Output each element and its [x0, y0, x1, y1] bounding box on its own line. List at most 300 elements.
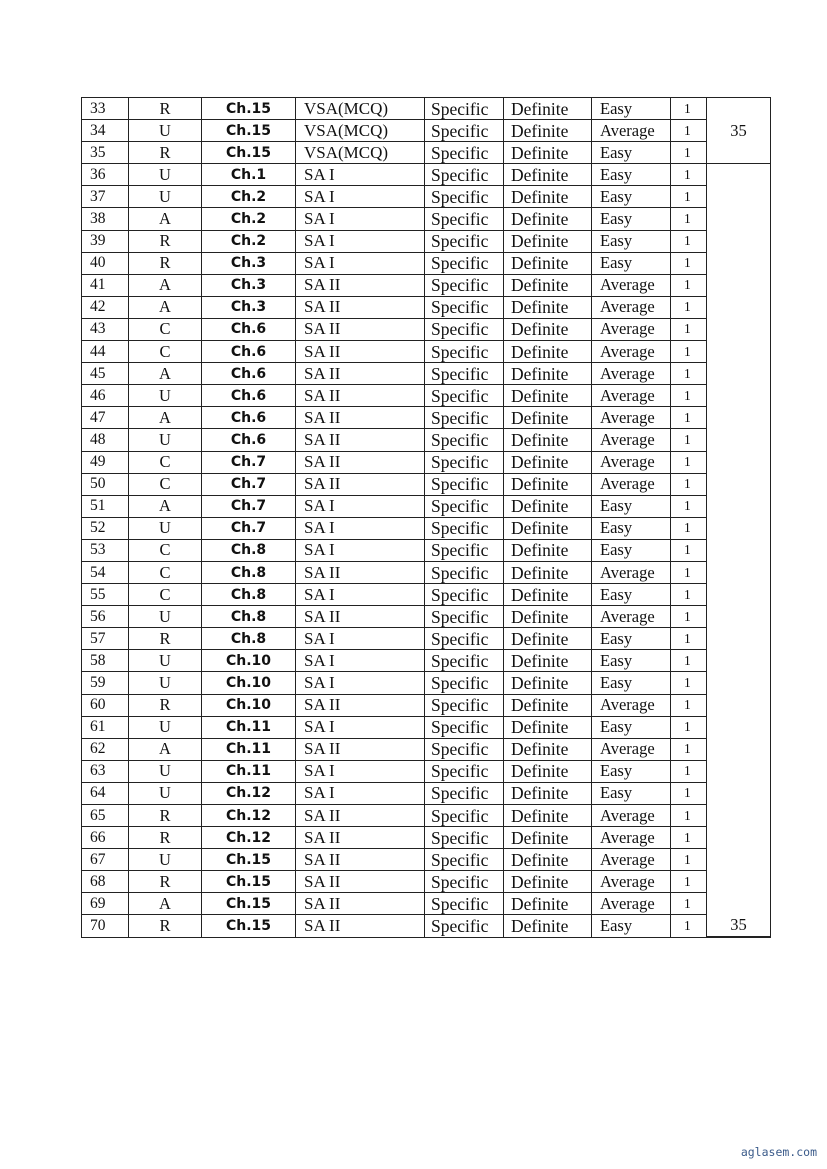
- marks-cell: 1: [671, 341, 707, 363]
- question-type-cell: SA I: [296, 230, 425, 252]
- difficulty-cell: Easy: [592, 186, 671, 208]
- chapter-cell: Ch.6: [202, 429, 296, 451]
- question-type-cell: SA I: [296, 672, 425, 694]
- chapter-cell: Ch.10: [202, 672, 296, 694]
- table-row: [82, 738, 771, 760]
- difficulty-cell: Easy: [592, 716, 671, 738]
- chapter-cell: Ch.8: [202, 561, 296, 583]
- table-row: [82, 782, 771, 804]
- cognitive-level-cell: C: [129, 584, 202, 606]
- question-number-cell: 54: [82, 561, 129, 583]
- section-total-marks: 35: [707, 164, 771, 937]
- difficulty-cell: Average: [592, 385, 671, 407]
- table-row: [82, 606, 771, 628]
- question-nature-cell: Specific: [425, 252, 504, 274]
- question-nature-cell: Specific: [425, 827, 504, 849]
- answer-type-cell: Definite: [504, 252, 592, 274]
- cognitive-level-cell: A: [129, 363, 202, 385]
- marks-cell: 1: [671, 672, 707, 694]
- difficulty-cell: Average: [592, 341, 671, 363]
- difficulty-cell: Average: [592, 893, 671, 915]
- cognitive-level-cell: C: [129, 473, 202, 495]
- table-row: [82, 318, 771, 340]
- marks-cell: 1: [671, 164, 707, 186]
- difficulty-cell: Easy: [592, 628, 671, 650]
- question-nature-cell: Specific: [425, 694, 504, 716]
- answer-type-cell: Definite: [504, 716, 592, 738]
- question-type-cell: SA I: [296, 252, 425, 274]
- answer-type-cell: Definite: [504, 495, 592, 517]
- question-number-cell: 57: [82, 628, 129, 650]
- difficulty-cell: Average: [592, 318, 671, 340]
- question-type-cell: SA II: [296, 606, 425, 628]
- question-number-cell: 67: [82, 849, 129, 871]
- cognitive-level-cell: U: [129, 650, 202, 672]
- answer-type-cell: Definite: [504, 363, 592, 385]
- chapter-cell: Ch.2: [202, 208, 296, 230]
- chapter-cell: Ch.2: [202, 186, 296, 208]
- chapter-cell: Ch.8: [202, 584, 296, 606]
- cognitive-level-cell: U: [129, 782, 202, 804]
- question-type-cell: SA II: [296, 849, 425, 871]
- cognitive-level-cell: U: [129, 120, 202, 142]
- chapter-cell: Ch.6: [202, 385, 296, 407]
- answer-type-cell: Definite: [504, 120, 592, 142]
- question-nature-cell: Specific: [425, 429, 504, 451]
- marks-cell: 1: [671, 694, 707, 716]
- question-number-cell: 46: [82, 385, 129, 407]
- difficulty-cell: Easy: [592, 782, 671, 804]
- question-type-cell: SA II: [296, 407, 425, 429]
- answer-type-cell: Definite: [504, 208, 592, 230]
- answer-type-cell: Definite: [504, 318, 592, 340]
- question-nature-cell: Specific: [425, 561, 504, 583]
- question-type-cell: SA I: [296, 495, 425, 517]
- question-nature-cell: Specific: [425, 606, 504, 628]
- marks-cell: 1: [671, 738, 707, 760]
- question-number-cell: 60: [82, 694, 129, 716]
- question-nature-cell: Specific: [425, 341, 504, 363]
- question-nature-cell: Specific: [425, 98, 504, 120]
- question-number-cell: 48: [82, 429, 129, 451]
- cognitive-level-cell: R: [129, 827, 202, 849]
- cognitive-level-cell: C: [129, 341, 202, 363]
- chapter-cell: Ch.3: [202, 252, 296, 274]
- difficulty-cell: Average: [592, 738, 671, 760]
- marks-cell: 1: [671, 473, 707, 495]
- question-nature-cell: Specific: [425, 672, 504, 694]
- chapter-cell: Ch.8: [202, 606, 296, 628]
- marks-cell: 1: [671, 650, 707, 672]
- marks-cell: 1: [671, 296, 707, 318]
- question-number-cell: 47: [82, 407, 129, 429]
- difficulty-cell: Easy: [592, 98, 671, 120]
- answer-type-cell: Definite: [504, 296, 592, 318]
- chapter-cell: Ch.15: [202, 142, 296, 164]
- question-blueprint-table: [81, 97, 771, 938]
- question-nature-cell: Specific: [425, 142, 504, 164]
- table-row: [82, 407, 771, 429]
- table-row: [82, 893, 771, 915]
- answer-type-cell: Definite: [504, 871, 592, 893]
- question-type-cell: SA I: [296, 208, 425, 230]
- difficulty-cell: Easy: [592, 650, 671, 672]
- table-row: [82, 584, 771, 606]
- table-row: [82, 539, 771, 561]
- question-nature-cell: Specific: [425, 871, 504, 893]
- difficulty-cell: Easy: [592, 164, 671, 186]
- difficulty-cell: Average: [592, 694, 671, 716]
- difficulty-cell: Easy: [592, 584, 671, 606]
- chapter-cell: Ch.11: [202, 716, 296, 738]
- question-number-cell: 58: [82, 650, 129, 672]
- difficulty-cell: Easy: [592, 230, 671, 252]
- cognitive-level-cell: U: [129, 186, 202, 208]
- chapter-cell: Ch.12: [202, 827, 296, 849]
- answer-type-cell: Definite: [504, 274, 592, 296]
- table-row: [82, 517, 771, 539]
- question-number-cell: 56: [82, 606, 129, 628]
- answer-type-cell: Definite: [504, 385, 592, 407]
- answer-type-cell: Definite: [504, 341, 592, 363]
- table-row: [82, 363, 771, 385]
- chapter-cell: Ch.6: [202, 363, 296, 385]
- cognitive-level-cell: A: [129, 296, 202, 318]
- cognitive-level-cell: A: [129, 407, 202, 429]
- cognitive-level-cell: R: [129, 252, 202, 274]
- chapter-cell: Ch.6: [202, 318, 296, 340]
- cognitive-level-cell: U: [129, 760, 202, 782]
- table-row: [82, 142, 771, 164]
- question-number-cell: 59: [82, 672, 129, 694]
- table-row: [82, 385, 771, 407]
- chapter-cell: Ch.7: [202, 473, 296, 495]
- cognitive-level-cell: R: [129, 142, 202, 164]
- question-nature-cell: Specific: [425, 363, 504, 385]
- difficulty-cell: Average: [592, 296, 671, 318]
- section-total-marks: 35: [707, 98, 771, 164]
- marks-cell: 1: [671, 407, 707, 429]
- difficulty-cell: Average: [592, 407, 671, 429]
- marks-cell: 1: [671, 142, 707, 164]
- question-type-cell: SA II: [296, 561, 425, 583]
- cognitive-level-cell: R: [129, 230, 202, 252]
- difficulty-cell: Average: [592, 473, 671, 495]
- question-nature-cell: Specific: [425, 208, 504, 230]
- question-nature-cell: Specific: [425, 539, 504, 561]
- answer-type-cell: Definite: [504, 694, 592, 716]
- question-nature-cell: Specific: [425, 120, 504, 142]
- cognitive-level-cell: R: [129, 871, 202, 893]
- difficulty-cell: Average: [592, 363, 671, 385]
- marks-cell: 1: [671, 716, 707, 738]
- difficulty-cell: Average: [592, 606, 671, 628]
- answer-type-cell: Definite: [504, 915, 592, 937]
- answer-type-cell: Definite: [504, 407, 592, 429]
- difficulty-cell: Average: [592, 429, 671, 451]
- chapter-cell: Ch.12: [202, 805, 296, 827]
- question-number-cell: 52: [82, 517, 129, 539]
- chapter-cell: Ch.10: [202, 650, 296, 672]
- chapter-cell: Ch.12: [202, 782, 296, 804]
- question-type-cell: SA I: [296, 650, 425, 672]
- difficulty-cell: Average: [592, 120, 671, 142]
- question-nature-cell: Specific: [425, 782, 504, 804]
- question-nature-cell: Specific: [425, 849, 504, 871]
- difficulty-cell: Easy: [592, 539, 671, 561]
- answer-type-cell: Definite: [504, 738, 592, 760]
- cognitive-level-cell: R: [129, 694, 202, 716]
- table-row: [82, 230, 771, 252]
- difficulty-cell: Easy: [592, 915, 671, 937]
- question-nature-cell: Specific: [425, 186, 504, 208]
- site-watermark[interactable]: aglasem.com: [740, 1145, 817, 1159]
- answer-type-cell: Definite: [504, 584, 592, 606]
- question-number-cell: 68: [82, 871, 129, 893]
- question-nature-cell: Specific: [425, 584, 504, 606]
- question-type-cell: SA I: [296, 782, 425, 804]
- question-number-cell: 43: [82, 318, 129, 340]
- marks-cell: 1: [671, 606, 707, 628]
- question-nature-cell: Specific: [425, 716, 504, 738]
- chapter-cell: Ch.1: [202, 164, 296, 186]
- question-nature-cell: Specific: [425, 274, 504, 296]
- difficulty-cell: Easy: [592, 252, 671, 274]
- answer-type-cell: Definite: [504, 672, 592, 694]
- question-nature-cell: Specific: [425, 451, 504, 473]
- question-type-cell: SA II: [296, 805, 425, 827]
- question-type-cell: SA I: [296, 628, 425, 650]
- answer-type-cell: Definite: [504, 142, 592, 164]
- question-number-cell: 45: [82, 363, 129, 385]
- cognitive-level-cell: U: [129, 517, 202, 539]
- chapter-cell: Ch.3: [202, 296, 296, 318]
- question-nature-cell: Specific: [425, 517, 504, 539]
- question-type-cell: SA I: [296, 716, 425, 738]
- question-number-cell: 49: [82, 451, 129, 473]
- cognitive-level-cell: U: [129, 672, 202, 694]
- question-type-cell: SA II: [296, 893, 425, 915]
- question-type-cell: SA I: [296, 539, 425, 561]
- difficulty-cell: Easy: [592, 142, 671, 164]
- table-row: [82, 561, 771, 583]
- question-number-cell: 36: [82, 164, 129, 186]
- question-number-cell: 62: [82, 738, 129, 760]
- question-type-cell: SA I: [296, 760, 425, 782]
- table-row: [82, 760, 771, 782]
- question-nature-cell: Specific: [425, 385, 504, 407]
- chapter-cell: Ch.8: [202, 628, 296, 650]
- question-type-cell: SA II: [296, 363, 425, 385]
- marks-cell: 1: [671, 186, 707, 208]
- question-nature-cell: Specific: [425, 805, 504, 827]
- answer-type-cell: Definite: [504, 849, 592, 871]
- chapter-cell: Ch.7: [202, 451, 296, 473]
- table-row: [82, 186, 771, 208]
- marks-cell: 1: [671, 230, 707, 252]
- cognitive-level-cell: U: [129, 716, 202, 738]
- cognitive-level-cell: A: [129, 893, 202, 915]
- marks-cell: 1: [671, 827, 707, 849]
- chapter-cell: Ch.3: [202, 274, 296, 296]
- question-type-cell: SA I: [296, 517, 425, 539]
- marks-cell: 1: [671, 385, 707, 407]
- chapter-cell: Ch.15: [202, 871, 296, 893]
- table-row: [82, 495, 771, 517]
- chapter-cell: Ch.15: [202, 98, 296, 120]
- cognitive-level-cell: A: [129, 208, 202, 230]
- cognitive-level-cell: C: [129, 318, 202, 340]
- marks-cell: 1: [671, 120, 707, 142]
- cognitive-level-cell: U: [129, 429, 202, 451]
- question-number-cell: 35: [82, 142, 129, 164]
- chapter-cell: Ch.10: [202, 694, 296, 716]
- cognitive-level-cell: C: [129, 539, 202, 561]
- answer-type-cell: Definite: [504, 517, 592, 539]
- cognitive-level-cell: U: [129, 385, 202, 407]
- difficulty-cell: Average: [592, 451, 671, 473]
- question-nature-cell: Specific: [425, 296, 504, 318]
- table-row: [82, 628, 771, 650]
- chapter-cell: Ch.11: [202, 738, 296, 760]
- answer-type-cell: Definite: [504, 606, 592, 628]
- question-number-cell: 53: [82, 539, 129, 561]
- answer-type-cell: Definite: [504, 230, 592, 252]
- question-number-cell: 64: [82, 782, 129, 804]
- question-nature-cell: Specific: [425, 893, 504, 915]
- marks-cell: 1: [671, 628, 707, 650]
- cognitive-level-cell: A: [129, 495, 202, 517]
- table-row: [82, 451, 771, 473]
- marks-cell: 1: [671, 584, 707, 606]
- marks-cell: 1: [671, 805, 707, 827]
- question-number-cell: 50: [82, 473, 129, 495]
- answer-type-cell: Definite: [504, 893, 592, 915]
- table-row: [82, 694, 771, 716]
- difficulty-cell: Easy: [592, 760, 671, 782]
- answer-type-cell: Definite: [504, 164, 592, 186]
- answer-type-cell: Definite: [504, 98, 592, 120]
- table-row: [82, 296, 771, 318]
- marks-cell: 1: [671, 363, 707, 385]
- marks-cell: 1: [671, 208, 707, 230]
- chapter-cell: Ch.7: [202, 495, 296, 517]
- question-nature-cell: Specific: [425, 915, 504, 937]
- question-type-cell: SA II: [296, 473, 425, 495]
- table-row: [82, 716, 771, 738]
- question-nature-cell: Specific: [425, 230, 504, 252]
- answer-type-cell: Definite: [504, 760, 592, 782]
- cognitive-level-cell: U: [129, 849, 202, 871]
- table-row: [82, 849, 771, 871]
- question-type-cell: SA II: [296, 827, 425, 849]
- chapter-cell: Ch.15: [202, 893, 296, 915]
- marks-cell: 1: [671, 915, 707, 937]
- question-number-cell: 51: [82, 495, 129, 517]
- difficulty-cell: Average: [592, 827, 671, 849]
- answer-type-cell: Definite: [504, 561, 592, 583]
- table-row: [82, 672, 771, 694]
- cognitive-level-cell: C: [129, 561, 202, 583]
- chapter-cell: Ch.8: [202, 539, 296, 561]
- difficulty-cell: Average: [592, 805, 671, 827]
- table-row: [82, 164, 771, 186]
- chapter-cell: Ch.7: [202, 517, 296, 539]
- answer-type-cell: Definite: [504, 628, 592, 650]
- question-type-cell: SA I: [296, 164, 425, 186]
- table-row: [82, 650, 771, 672]
- question-type-cell: VSA(MCQ): [296, 142, 425, 164]
- answer-type-cell: Definite: [504, 650, 592, 672]
- question-number-cell: 37: [82, 186, 129, 208]
- question-type-cell: SA II: [296, 274, 425, 296]
- question-number-cell: 44: [82, 341, 129, 363]
- question-number-cell: 40: [82, 252, 129, 274]
- cognitive-level-cell: R: [129, 98, 202, 120]
- cognitive-level-cell: A: [129, 738, 202, 760]
- answer-type-cell: Definite: [504, 451, 592, 473]
- marks-cell: 1: [671, 451, 707, 473]
- question-type-cell: SA II: [296, 296, 425, 318]
- difficulty-cell: Easy: [592, 517, 671, 539]
- answer-type-cell: Definite: [504, 827, 592, 849]
- difficulty-cell: Average: [592, 849, 671, 871]
- marks-cell: 1: [671, 760, 707, 782]
- question-nature-cell: Specific: [425, 164, 504, 186]
- question-number-cell: 55: [82, 584, 129, 606]
- cognitive-level-cell: R: [129, 805, 202, 827]
- answer-type-cell: Definite: [504, 429, 592, 451]
- marks-cell: 1: [671, 893, 707, 915]
- question-nature-cell: Specific: [425, 628, 504, 650]
- table-row: [82, 341, 771, 363]
- table-row: [82, 98, 771, 120]
- cognitive-level-cell: C: [129, 451, 202, 473]
- marks-cell: 1: [671, 98, 707, 120]
- answer-type-cell: Definite: [504, 186, 592, 208]
- question-type-cell: SA II: [296, 915, 425, 937]
- marks-cell: 1: [671, 539, 707, 561]
- chapter-cell: Ch.15: [202, 120, 296, 142]
- answer-type-cell: Definite: [504, 782, 592, 804]
- answer-type-cell: Definite: [504, 805, 592, 827]
- difficulty-cell: Easy: [592, 495, 671, 517]
- table-row: [82, 120, 771, 142]
- chapter-cell: Ch.6: [202, 341, 296, 363]
- marks-cell: 1: [671, 252, 707, 274]
- marks-cell: 1: [671, 495, 707, 517]
- difficulty-cell: Average: [592, 561, 671, 583]
- question-type-cell: SA II: [296, 341, 425, 363]
- question-type-cell: SA II: [296, 385, 425, 407]
- question-number-cell: 61: [82, 716, 129, 738]
- question-type-cell: SA II: [296, 451, 425, 473]
- question-type-cell: SA II: [296, 694, 425, 716]
- question-nature-cell: Specific: [425, 738, 504, 760]
- table-row: [82, 252, 771, 274]
- question-number-cell: 66: [82, 827, 129, 849]
- question-type-cell: SA II: [296, 429, 425, 451]
- question-nature-cell: Specific: [425, 760, 504, 782]
- difficulty-cell: Easy: [592, 208, 671, 230]
- question-number-cell: 63: [82, 760, 129, 782]
- marks-cell: 1: [671, 274, 707, 296]
- table-row: [82, 915, 771, 937]
- marks-cell: 1: [671, 517, 707, 539]
- question-type-cell: SA I: [296, 584, 425, 606]
- cognitive-level-cell: U: [129, 164, 202, 186]
- question-type-cell: VSA(MCQ): [296, 98, 425, 120]
